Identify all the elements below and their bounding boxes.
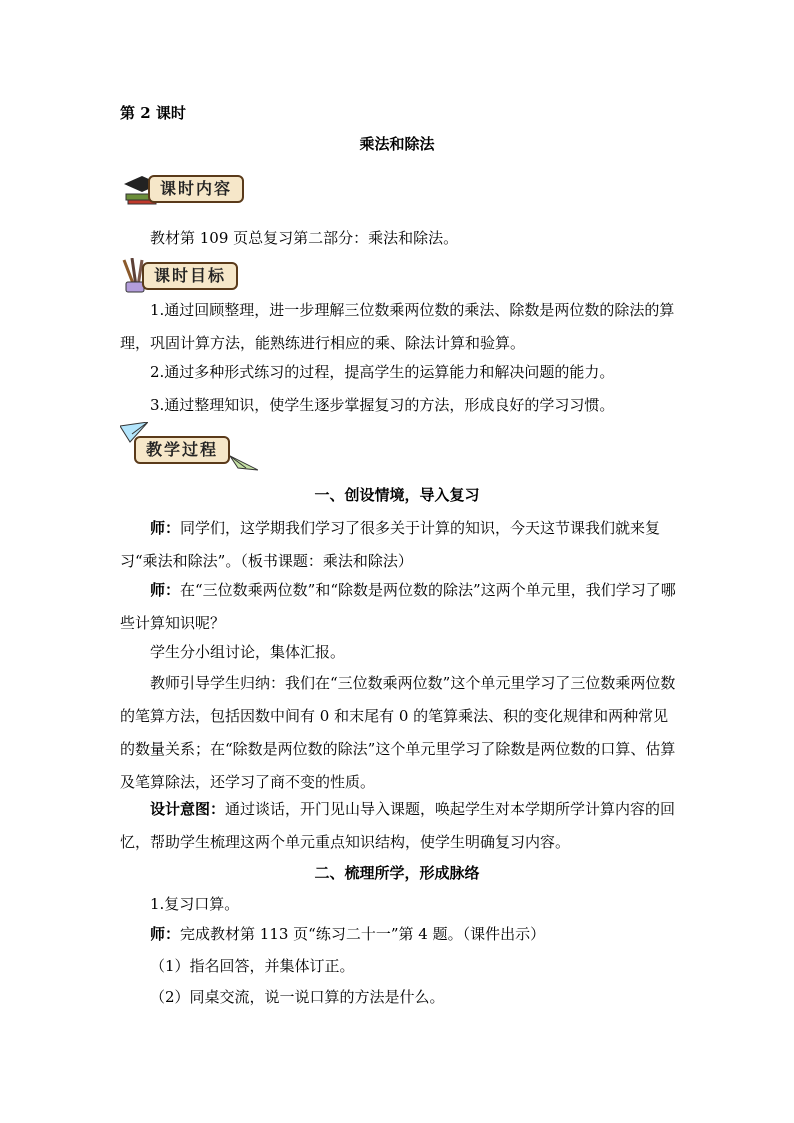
banner-goals <box>118 258 268 292</box>
content-text: 教材第 109 页总复习第二部分：乘法和除法。 <box>150 229 459 247</box>
paragraph-text: 在“三位数乘两位数”和“除数是两位数的除法”这两个单元里，我们学习了哪些计算知识呢？ <box>120 581 676 632</box>
speaker-teacher: 师： <box>150 581 181 599</box>
section1-paragraph-3: 学生分小组讨论，集体汇报。 <box>150 643 346 661</box>
paragraph-text: 通过谈话，开门见山导入课题，唤起学生对本学期所学计算内容的回忆，帮助学生梳理这两个单元重点知识结构，使学生明确复习内容。 <box>120 800 676 851</box>
goal-3: 3.通过整理知识，使学生逐步掌握复习的方法，形成良好的学习习惯。 <box>150 396 615 414</box>
banner-process <box>120 422 260 474</box>
section2-sub-2: （2）同桌交流，说一说口算的方法是什么。 <box>150 988 445 1006</box>
section2-sub-1: （1）指名回答，并集体订正。 <box>150 957 355 975</box>
section1-paragraph-1 <box>120 512 676 578</box>
banner-goals-label: 课时目标 <box>142 262 238 290</box>
paper-plane-icon <box>230 448 258 472</box>
section1-paragraph-4: 教师引导学生归纳：我们在“三位数乘两位数”这个单元里学习了三位数乘两位数的笔算方法，包括因数中间有 0 和末尾有 0 的笔算乘法、积的变化规律和两种常见的数量关系；在“除数是两位数的除法”这个单元里学习了除数是两位数的口算、估算及笔算除法，还学习了商不变的性质。 <box>120 674 676 791</box>
lesson-number: 第 2 课时 <box>120 104 186 122</box>
speaker-teacher: 师： <box>150 519 181 537</box>
banner-content-label: 课时内容 <box>148 175 244 203</box>
speaker-teacher: 师： <box>150 925 181 943</box>
section1-heading: 一、创设情境，导入复习 <box>314 486 480 504</box>
page-title: 乘法和除法 <box>359 135 435 153</box>
paragraph-text: 完成教材第 113 页“练习二十一”第 4 题。（课件出示） <box>180 925 546 943</box>
design-intent-label: 设计意图： <box>150 800 226 818</box>
design-intent-paragraph <box>120 793 676 859</box>
banner-content <box>122 172 262 206</box>
section2-heading: 二、梳理所学，形成脉络 <box>314 864 480 882</box>
banner-process-label: 教学过程 <box>134 436 230 464</box>
section2-paragraph-1 <box>120 918 676 951</box>
goal-2: 2.通过多种形式练习的过程，提高学生的运算能力和解决问题的能力。 <box>150 363 615 381</box>
section1-paragraph-2 <box>120 574 676 640</box>
paragraph-text: 同学们，这学期我们学习了很多关于计算的知识，今天这节课我们就来复习“乘法和除法”。（板书课题：乘法和除法） <box>120 519 661 570</box>
section2-item-1: 1.复习口算。 <box>150 895 240 913</box>
goal-1: 1.通过回顾整理，进一步理解三位数乘两位数的乘法、除数是两位数的除法的算理，巩固计算方法，能熟练进行相应的乘、除法计算和验算。 <box>120 301 675 352</box>
